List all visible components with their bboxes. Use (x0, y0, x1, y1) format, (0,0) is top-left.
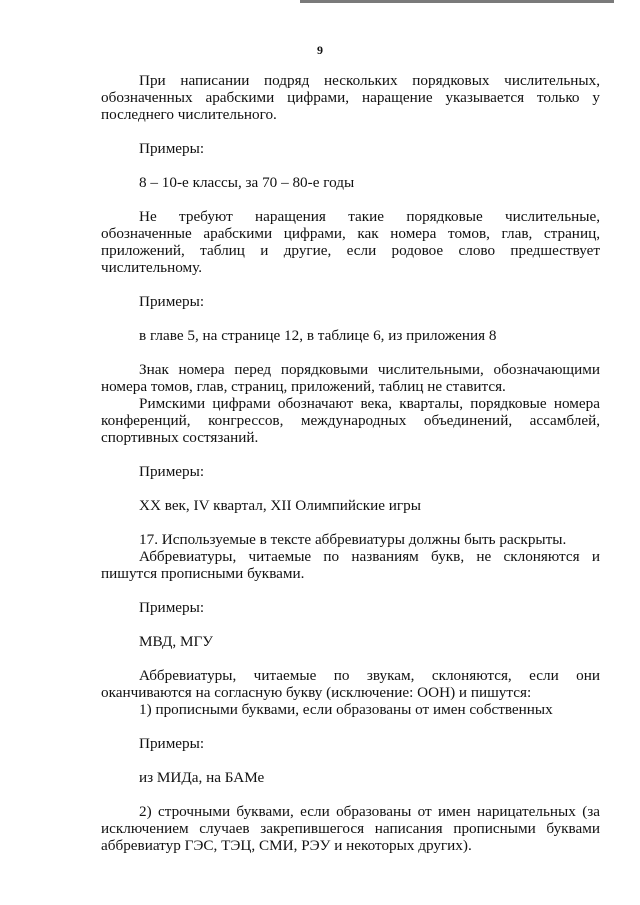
example-line: из МИДа, на БАМе (139, 769, 265, 786)
examples-label: Примеры: (139, 735, 205, 752)
example-line: 8 – 10-е классы, за 70 – 80-е годы (139, 174, 355, 191)
page-number: 9 (317, 43, 323, 57)
examples-label: Примеры: (139, 140, 205, 157)
example-line: МВД, МГУ (139, 633, 214, 650)
paragraph-lowercase-common-nouns: 2) строчными буквами, если образованы от имен нарицательных (за исключением случаев закрепившегося написания прописными буквами аббревиатур ГЭС, ТЭЦ, СМИ, РЭУ и некоторых других). (101, 803, 600, 854)
paragraph-abbreviations-heading: 17. Используемые в тексте аббревиатуры должны быть раскрыты. (139, 531, 567, 548)
example-line: в главе 5, на странице 12, в таблице 6, из приложения 8 (139, 327, 497, 344)
examples-label: Примеры: (139, 599, 205, 616)
paragraph-letter-abbreviations-rule: Аббревиатуры, читаемые по названиям букв, не склоняются и пишутся прописными буквами. (101, 548, 600, 582)
paragraph-number-sign-rule: Знак номера перед порядковыми числительными, обозначающими номера томов, глав, страниц, приложений, таблиц не ставится. (101, 361, 600, 395)
paragraph-roman-numerals-rule: Римскими цифрами обозначают века, кварталы, порядковые номера конференций, конгрессов, международных объединений, ассамблей, спортивных состязаний. (101, 395, 600, 446)
paragraph-ordinal-suffix-rule: При написании подряд нескольких порядковых числительных, обозначенных арабскими цифрами, наращение указывается только у последнего числительного. (101, 72, 600, 123)
paragraph-uppercase-proper-names: 1) прописными буквами, если образованы от имен собственных (139, 701, 553, 718)
example-line: XX век, IV квартал, XII Олимпийские игры (139, 497, 421, 514)
paragraph-sound-abbreviations-rule: Аббревиатуры, читаемые по звукам, склоняются, если они оканчиваются на согласную букву (исключение: ООН) и пишутся: (101, 667, 600, 701)
paragraph-no-suffix-rule: Не требуют наращения такие порядковые числительные, обозначенные арабскими цифрами, как номера томов, глав, страниц, приложений, таблиц и другие, если родовое слово предшествует числительному. (101, 208, 600, 276)
scan-edge-line (300, 0, 614, 3)
document-body (101, 72, 600, 854)
examples-label: Примеры: (139, 293, 205, 310)
examples-label: Примеры: (139, 463, 205, 480)
